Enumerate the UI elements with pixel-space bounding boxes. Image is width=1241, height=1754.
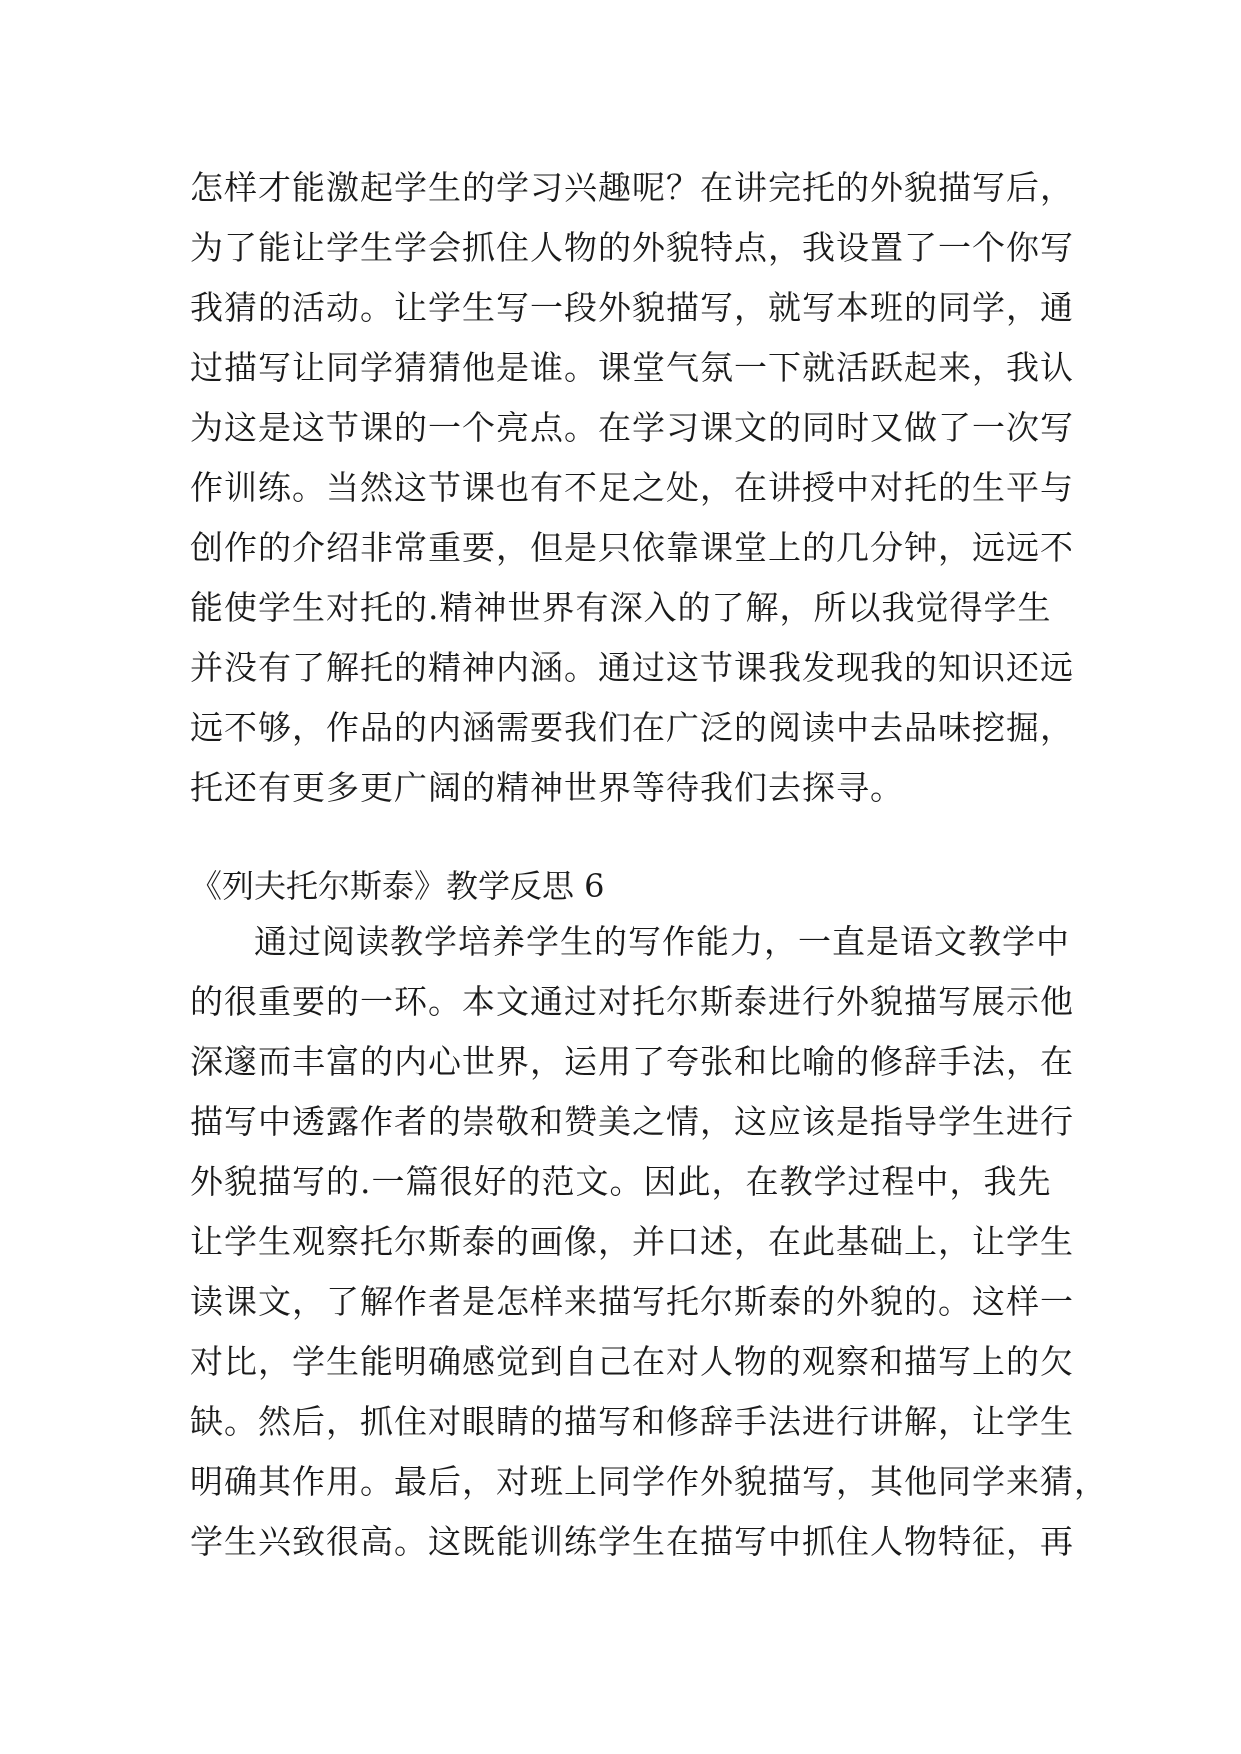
- text-line: 作训练。当然这节课也有不足之处，在讲授中对托的生平与: [190, 468, 1074, 507]
- text-line: 描写中透露作者的崇敬和赞美之情，这应该是指导学生进行: [190, 1102, 1074, 1141]
- paragraph-reflection-6: [190, 912, 1108, 1572]
- section-heading: 《列夫托尔斯泰》教学反思 6: [190, 867, 605, 905]
- text-line: 过描写让同学猜猜他是谁。课堂气氛一下就活跃起来，我认: [190, 348, 1074, 387]
- text-line: 缺。然后，抓住对眼睛的描写和修辞手法进行讲解，让学生: [190, 1402, 1074, 1441]
- text-line: 并没有了解托的精神内涵。通过这节课我发现我的知识还远: [190, 648, 1074, 687]
- text-line: 让学生观察托尔斯泰的画像，并口述，在此基础上，让学生: [190, 1222, 1074, 1261]
- text-line: 学生兴致很高。这既能训练学生在描写中抓住人物特征，再: [190, 1522, 1074, 1561]
- text-line: 怎样才能激起学生的学习兴趣呢？在讲完托的外貌描写后，: [190, 168, 1074, 207]
- text-line: 创作的介绍非常重要，但是只依靠课堂上的几分钟，远远不: [190, 528, 1074, 567]
- paragraph-continued: [190, 158, 1074, 818]
- text-line: 远不够，作品的内涵需要我们在广泛的阅读中去品味挖掘，: [190, 708, 1074, 747]
- text-line: 深邃而丰富的内心世界，运用了夸张和比喻的修辞手法，在: [190, 1042, 1074, 1081]
- text-line: 为这是这节课的一个亮点。在学习课文的同时又做了一次写: [190, 408, 1074, 447]
- text-line: 托还有更多更广阔的精神世界等待我们去探寻。: [190, 768, 904, 807]
- text-line: 对比，学生能明确感觉到自己在对人物的观察和描写上的欠: [190, 1342, 1074, 1381]
- text-line: 读课文，了解作者是怎样来描写托尔斯泰的外貌的。这样一: [190, 1282, 1074, 1321]
- text-line: 能使学生对托的.精神世界有深入的了解，所以我觉得学生: [190, 588, 1052, 627]
- text-line: 通过阅读教学培养学生的写作能力，一直是语文教学中: [254, 922, 1070, 961]
- text-line: 的很重要的一环。本文通过对托尔斯泰进行外貌描写展示他: [190, 982, 1074, 1021]
- text-line: 我猜的活动。让学生写一段外貌描写，就写本班的同学，通: [190, 288, 1074, 327]
- text-line: 为了能让学生学会抓住人物的外貌特点，我设置了一个你写: [190, 228, 1074, 267]
- text-line: 明确其作用。最后，对班上同学作外貌描写，其他同学来猜，: [190, 1462, 1108, 1501]
- text-line: 外貌描写的.一篇很好的范文。因此，在教学过程中，我先: [190, 1162, 1052, 1201]
